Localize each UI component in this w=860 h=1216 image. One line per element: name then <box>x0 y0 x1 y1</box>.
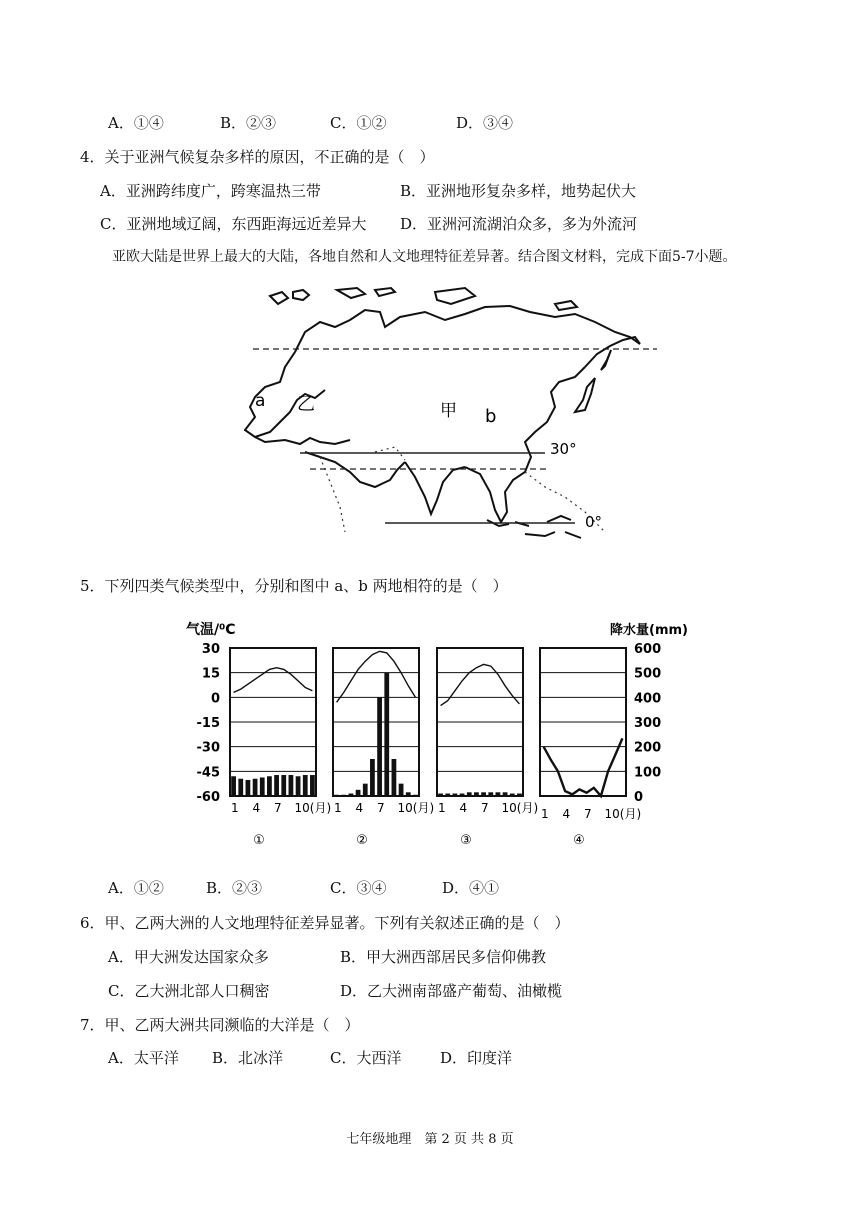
q6-option-d: D．乙大洲南部盛产葡萄、油橄榄 <box>340 982 563 1000</box>
month-tick-label: 7 <box>377 801 385 815</box>
material-intro: 亚欧大陆是世界上最大的大陆，各地自然和人文地理特征差异著。结合图文材料，完成下面5-7小题。 <box>112 249 737 265</box>
precip-bar <box>460 794 465 796</box>
precip-bar <box>377 697 382 796</box>
q7-option-b: B．北冰洋 <box>212 1049 284 1067</box>
q4-option-c: C．亚洲地域辽阔，东西距海远近差异大 <box>100 215 367 233</box>
map-indonesia <box>487 516 581 538</box>
precip-bar <box>503 792 508 796</box>
precip-bar <box>474 792 479 796</box>
map-label-30: 30° <box>550 440 577 458</box>
precip-bar <box>438 794 443 796</box>
precip-bar <box>399 784 404 796</box>
panel-label: ③ <box>460 833 472 848</box>
map-label-0: 0° <box>585 513 603 531</box>
q6-stem: 6．甲、乙两大洲的人文地理特征差异显著。下列有关叙述正确的是（ ） <box>80 914 570 932</box>
q6-option-a: A．甲大洲发达国家众多 <box>108 948 269 966</box>
q3-option-b: B．②③ <box>220 114 277 132</box>
month-tick-label: 1 <box>438 801 446 815</box>
q7-stem: 7．甲、乙两大洲共同濒临的大洋是（ ） <box>80 1016 360 1034</box>
precip-bar <box>406 792 411 796</box>
eurasia-map <box>225 282 665 552</box>
precip-bar <box>363 784 368 796</box>
month-tick-label: 7 <box>274 801 282 815</box>
precip-bar <box>267 776 272 796</box>
q4-option-a: A．亚洲跨纬度广，跨寒温热三带 <box>100 182 321 200</box>
precip-bar <box>392 759 397 796</box>
month-tick-label: 10(月) <box>604 807 642 821</box>
temp-tick-label: -15 <box>196 716 220 731</box>
panel-label: ② <box>356 833 368 848</box>
q5-option-c: C．③④ <box>330 879 387 897</box>
q4-option-d: D．亚洲河流湖泊众多，多为外流河 <box>400 215 638 233</box>
precip-bar <box>453 794 458 796</box>
climate-panel-1 <box>230 648 331 848</box>
temperature-line <box>337 651 416 702</box>
map-dotted-boundary-1 <box>320 457 345 532</box>
month-tick-label: 4 <box>562 807 571 821</box>
precip-bar <box>510 794 515 796</box>
precip-bar <box>384 673 389 796</box>
temp-tick-label: -45 <box>196 765 220 781</box>
map-label-yi: 乙 <box>297 394 315 415</box>
month-tick-label: 10(月) <box>397 801 435 815</box>
precip-tick-label: 200 <box>634 740 662 756</box>
map-label-a: a <box>255 391 266 411</box>
temp-tick-label: 15 <box>201 666 220 682</box>
temp-tick-label: 0 <box>210 691 220 707</box>
map-label-b: b <box>485 406 497 427</box>
month-tick-label: 4 <box>355 801 364 815</box>
q7-option-c: C．大西洋 <box>330 1049 402 1067</box>
q5-option-d: D．④① <box>442 879 500 897</box>
precip-tick-label: 0 <box>634 790 644 805</box>
q7-option-a: A．太平洋 <box>108 1049 179 1067</box>
precip-bar <box>356 790 361 796</box>
month-tick-label: 7 <box>584 807 592 821</box>
precip-tick-label: 400 <box>634 691 662 707</box>
month-tick-label: 1 <box>334 801 342 815</box>
month-tick-label: 4 <box>252 801 261 815</box>
q4-stem: 4．关于亚洲气候复杂多样的原因，不正确的是（ ） <box>80 148 435 166</box>
map-india <box>405 462 465 514</box>
temperature-line <box>441 664 520 705</box>
precip-bar <box>496 792 501 796</box>
page-footer: 七年级地理 第 2 页 共 8 页 <box>346 1132 514 1147</box>
precip-bar <box>253 779 258 796</box>
precip-bar <box>296 776 301 796</box>
precip-tick-label: 300 <box>634 716 662 731</box>
month-tick-label: 7 <box>481 801 489 815</box>
panel-label: ① <box>253 833 265 848</box>
month-tick-label: 10(月) <box>294 801 332 815</box>
precip-bar <box>303 775 308 796</box>
climate-panel-3 <box>437 648 538 848</box>
precip-bar <box>517 794 522 796</box>
map-arctic-islands <box>270 288 577 310</box>
temp-tick-label: -60 <box>196 790 220 805</box>
precip-tick-label: 600 <box>634 642 662 657</box>
precip-bar <box>341 795 346 796</box>
q3-option-c: C．①② <box>330 114 387 132</box>
precip-bar <box>246 780 251 796</box>
map-mediterranean <box>255 437 350 444</box>
precip-axis-title: 降水量(mm) <box>610 623 688 638</box>
temp-tick-label: -30 <box>196 740 220 756</box>
precip-bar <box>281 775 286 796</box>
month-tick-label: 10(月) <box>501 801 539 815</box>
q5-option-b: B．②③ <box>206 879 263 897</box>
precip-bar <box>481 792 486 796</box>
climate-chart <box>180 618 688 858</box>
precip-bar <box>413 795 418 796</box>
q5-stem: 5．下列四类气候类型中，分别和图中 a、b 两地相符的是（ ） <box>80 577 508 595</box>
climate-panel-2 <box>333 648 434 848</box>
panel-label: ④ <box>573 833 585 848</box>
precip-bar <box>310 775 315 796</box>
month-tick-label: 1 <box>541 807 549 821</box>
precip-bar <box>467 792 472 796</box>
precip-tick-label: 500 <box>634 666 662 682</box>
precip-bar <box>231 776 236 796</box>
precip-bar <box>334 795 339 796</box>
precip-bar <box>238 779 243 796</box>
precip-bar <box>370 759 375 796</box>
q6-option-c: C．乙大洲北部人口稠密 <box>108 982 270 1000</box>
q4-option-b: B．亚洲地形复杂多样，地势起伏大 <box>400 182 637 200</box>
precip-bar <box>445 794 450 796</box>
temperature-line <box>234 668 313 693</box>
climate-panel-4 <box>540 648 644 848</box>
map-kamchatka <box>585 337 640 367</box>
q7-option-d: D．印度洋 <box>440 1049 513 1067</box>
q5-option-a: A．①② <box>108 879 164 897</box>
q6-option-b: B．甲大洲西部居民多信仰佛教 <box>340 948 547 966</box>
temp-axis-title: 气温/⁰C <box>186 622 236 638</box>
precip-bar <box>274 775 279 796</box>
month-tick-label: 4 <box>459 801 468 815</box>
q3-option-a: A．①④ <box>108 114 164 132</box>
precip-bar <box>260 778 265 797</box>
precip-tick-label: 100 <box>634 765 662 781</box>
map-label-jia: 甲 <box>440 401 457 421</box>
q3-option-d: D．③④ <box>456 114 514 132</box>
precip-bar <box>488 792 493 796</box>
precip-bar <box>349 794 354 796</box>
temp-tick-label: 30 <box>201 642 220 657</box>
precip-bar <box>289 775 294 796</box>
month-tick-label: 1 <box>231 801 239 815</box>
map-north-coast <box>295 306 640 352</box>
